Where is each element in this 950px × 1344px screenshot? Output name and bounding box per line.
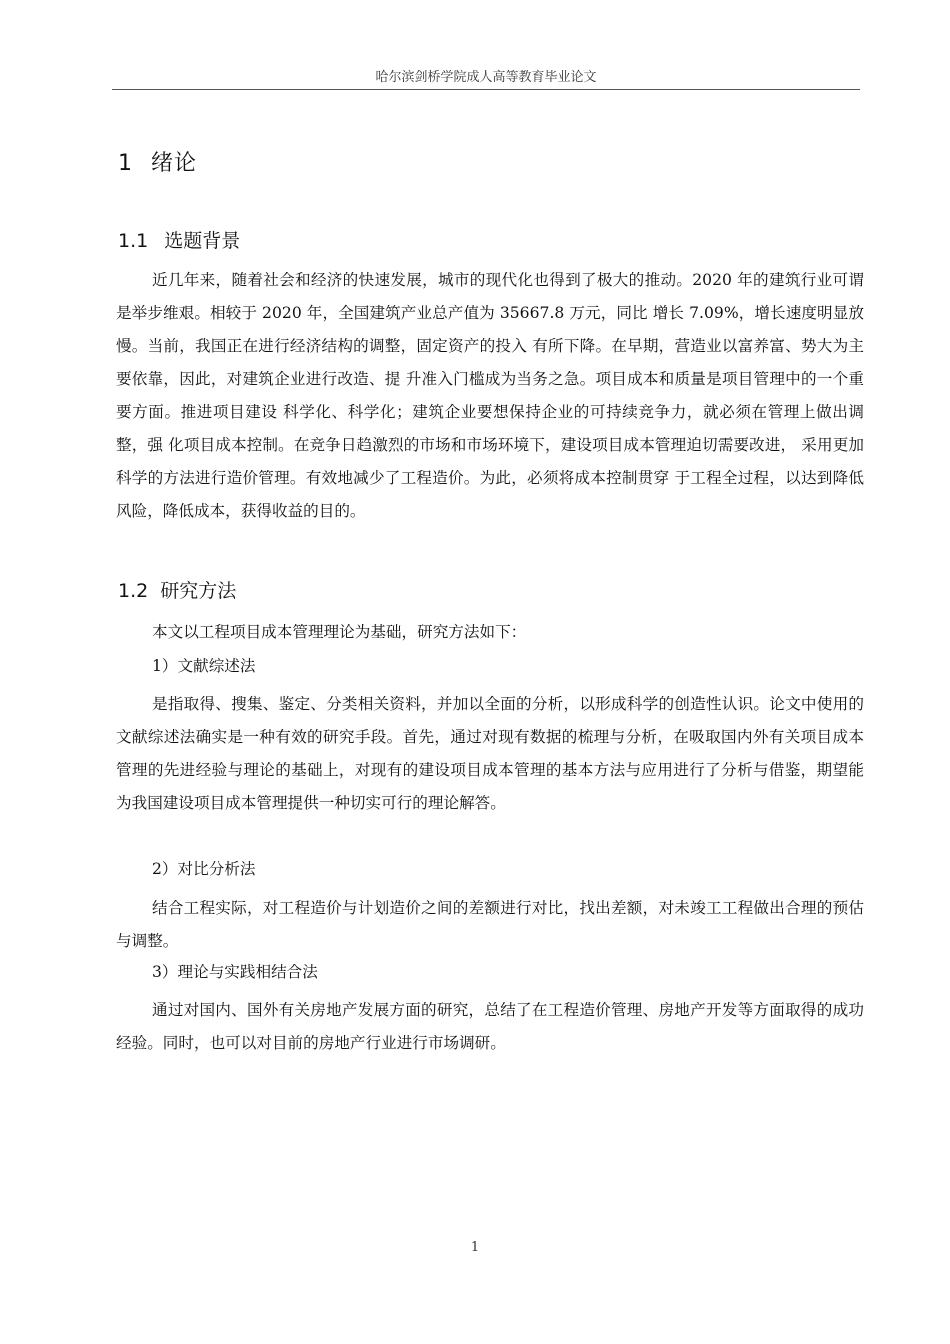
method-3-text: 通过对国内、国外有关房地产发展方面的研究，总结了在工程造价管理、房地产开发等方面取得的成功经验。同时，也可以对目前的房地产行业进行市场调研。 <box>116 1001 864 1052</box>
section-1-1-title: 选题背景 <box>164 230 241 252</box>
method-2-text: 结合工程实际，对工程造价与计划造价之间的差额进行对比，找出差额，对未竣工工程做出合理的预估与调整。 <box>116 899 864 950</box>
chapter-heading <box>118 146 197 177</box>
section-1-2-title: 研究方法 <box>160 580 237 602</box>
method-1-text: 是指取得、搜集、鉴定、分类相关资料，并加以全面的分析，以形成科学的创造性认识。论文中使用的文献综述法确实是一种有效的研究手段。首先，通过对现有数据的梳理与分析，在吸取国内外有关项目成本管理的先进经验与理论的基础上，对现有的建设项目成本管理的基本方法与应用进行了分析与借鉴，期望能为我国建设项目成本管理提供一种切实可行的理论解答。 <box>116 695 864 812</box>
methods-intro: 本文以工程项目成本管理理论为基础，研究方法如下： <box>152 623 527 641</box>
method-3-label: 3）理论与实践相结合法 <box>152 963 318 981</box>
chapter-title: 绪论 <box>151 151 198 176</box>
page-number: 1 <box>470 1240 480 1255</box>
section-1-1-heading <box>118 226 240 253</box>
method-2-label: 2）对比分析法 <box>152 860 256 878</box>
section-1-1-number: 1.1 <box>118 230 149 252</box>
section-1-2-heading <box>118 576 236 603</box>
background-paragraph: 近几年来，随着社会和经济的快速发展，城市的现代化也得到了极大的推动。2020 年的建筑行业可谓是举步维艰。相较于 2020 年，全国建筑产业总产值为 35667.8 万元，同比 增长 7.09%，增长速度明显放慢。当前，我国正在进行经济结构的调整，固定资产的投入 有所下降。在早期，营造业以富养富、势大为主要依靠，因此，对建筑企业进行改造、提 升准入门槛成为当务之急。项目成本和质量是项目管理中的一个重要方面。推进项目建设 科学化、科学化；建筑企业要想保持企业的可持续竞争力，就必须在管理上做出调整，强 化项目成本控制。在竞争日趋激烈的市场和市场环境下，建设项目成本管理迫切需要改进， 采用更加科学的方法进行造价管理。有效地减少了工程造价。为此，必须将成本控制贯穿 于工程全过程，以达到降低风险，降低成本，获得收益的目的。 <box>116 271 864 520</box>
header-rule <box>112 89 860 90</box>
page-header: 哈尔滨剑桥学院成人高等教育毕业论文 <box>375 70 597 85</box>
method-1-label: 1）文献综述法 <box>152 657 256 675</box>
section-1-2-number: 1.2 <box>118 580 149 602</box>
chapter-number: 1 <box>118 151 133 176</box>
